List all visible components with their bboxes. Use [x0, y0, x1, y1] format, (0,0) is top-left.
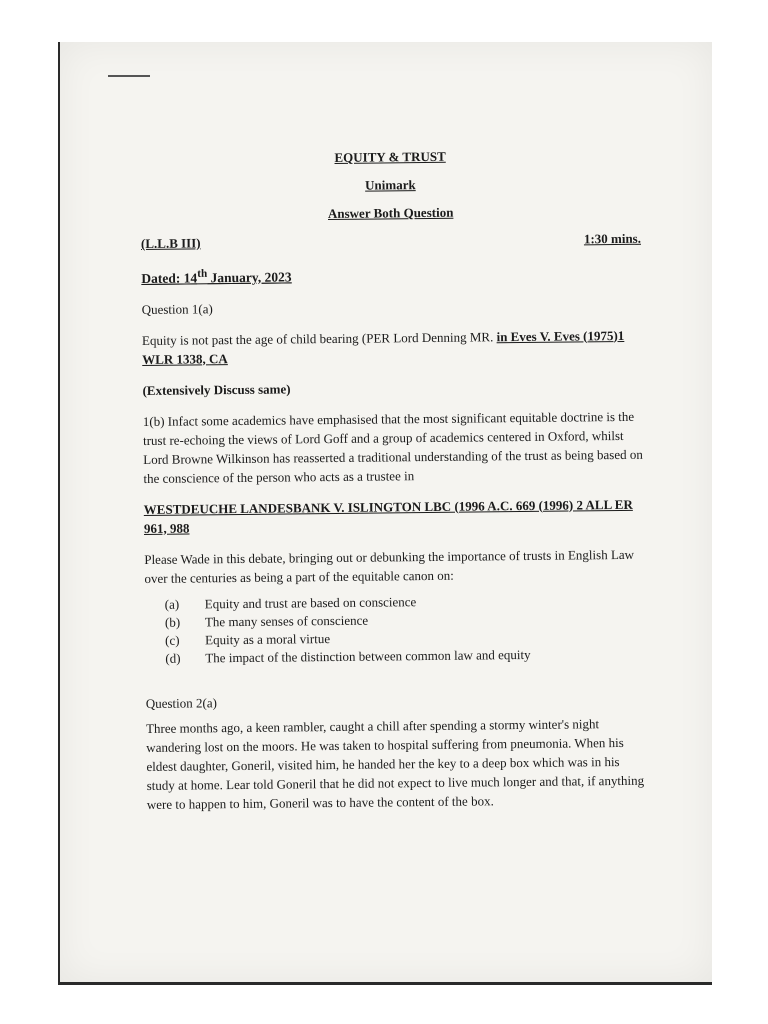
list-item-label: (c) — [165, 632, 180, 648]
question-1b-list — [145, 590, 646, 667]
question-1a-instruction: (Extensively Discuss same) — [142, 380, 291, 398]
course-duration-row — [141, 229, 641, 253]
exam-instruction: Answer Both Question — [327, 204, 454, 222]
pen-mark — [108, 75, 150, 77]
question-1a-label: Question 1(a) — [141, 300, 213, 317]
exam-date — [141, 260, 641, 288]
list-item-label: (d) — [165, 650, 181, 666]
date-suffix: January, 2023 — [207, 268, 292, 285]
list-item-text: Equity as a moral virtue — [205, 630, 331, 647]
question-1b-text: 1(b) Infact some academics have emphasised that the most significant equitable doctrine is the trust re-echoing the views of Lord Goff and a group of academics centered in Oxford, whilst Lord Browne Wilkinson has reasserted a traditional understanding of the trust as being based on the conscience of the person who acts as a trustee in — [142, 408, 643, 486]
institution-name: Unimark — [365, 177, 416, 193]
date-ordinal: th — [197, 267, 208, 280]
course-label: (L.L.B III) — [140, 235, 201, 251]
question-2a-text: Three months ago, a keen rambler, caught a chill after spending a stormy winter's night wandering lost on the moors. He was taken to hospital suffering from pneumonia. When his eldest daughter, Goneril, visited him, he handed her the key to a deep box which was in his study at home. Lear told Goneril that he did not expect to live much longer and that, if anything were to happen to him, Goneril was to have the content of the box. — [145, 715, 645, 812]
list-item-text: The impact of the distinction between common law and equity — [205, 646, 531, 665]
question-1b-prompt: Please Wade in this debate, bringing out or debunking the importance of trusts in English Law over the centuries as being a part of the equitable canon on: — [144, 546, 635, 586]
question-1b-case: WESTDEUCHE LANDESBANK V. ISLINGTON LBC (1996 A.C. 669 (1996) 2 ALL ER 961, 988 — [143, 496, 633, 536]
list-item-label: (b) — [164, 614, 181, 630]
question-1a-text — [142, 325, 642, 368]
question-1a-statement: Equity is not past the age of child bearing (PER Lord Denning MR. — [141, 328, 497, 348]
duration-label: 1:30 mins. — [583, 230, 642, 247]
date-prefix: Dated: 14 — [141, 269, 198, 286]
list-item-label: (a) — [164, 596, 180, 612]
exam-content — [140, 145, 647, 814]
list-item-text: Equity and trust are based on conscience — [204, 593, 417, 611]
question-1a-case: in Eves V. Eves (1975)1 WLR 1338, CA — [142, 327, 625, 367]
list-item — [165, 644, 645, 667]
question-2a-label: Question 2(a) — [145, 694, 217, 711]
exam-title: EQUITY & TRUST — [334, 148, 446, 165]
list-item-text: The many senses of conscience — [204, 612, 369, 629]
